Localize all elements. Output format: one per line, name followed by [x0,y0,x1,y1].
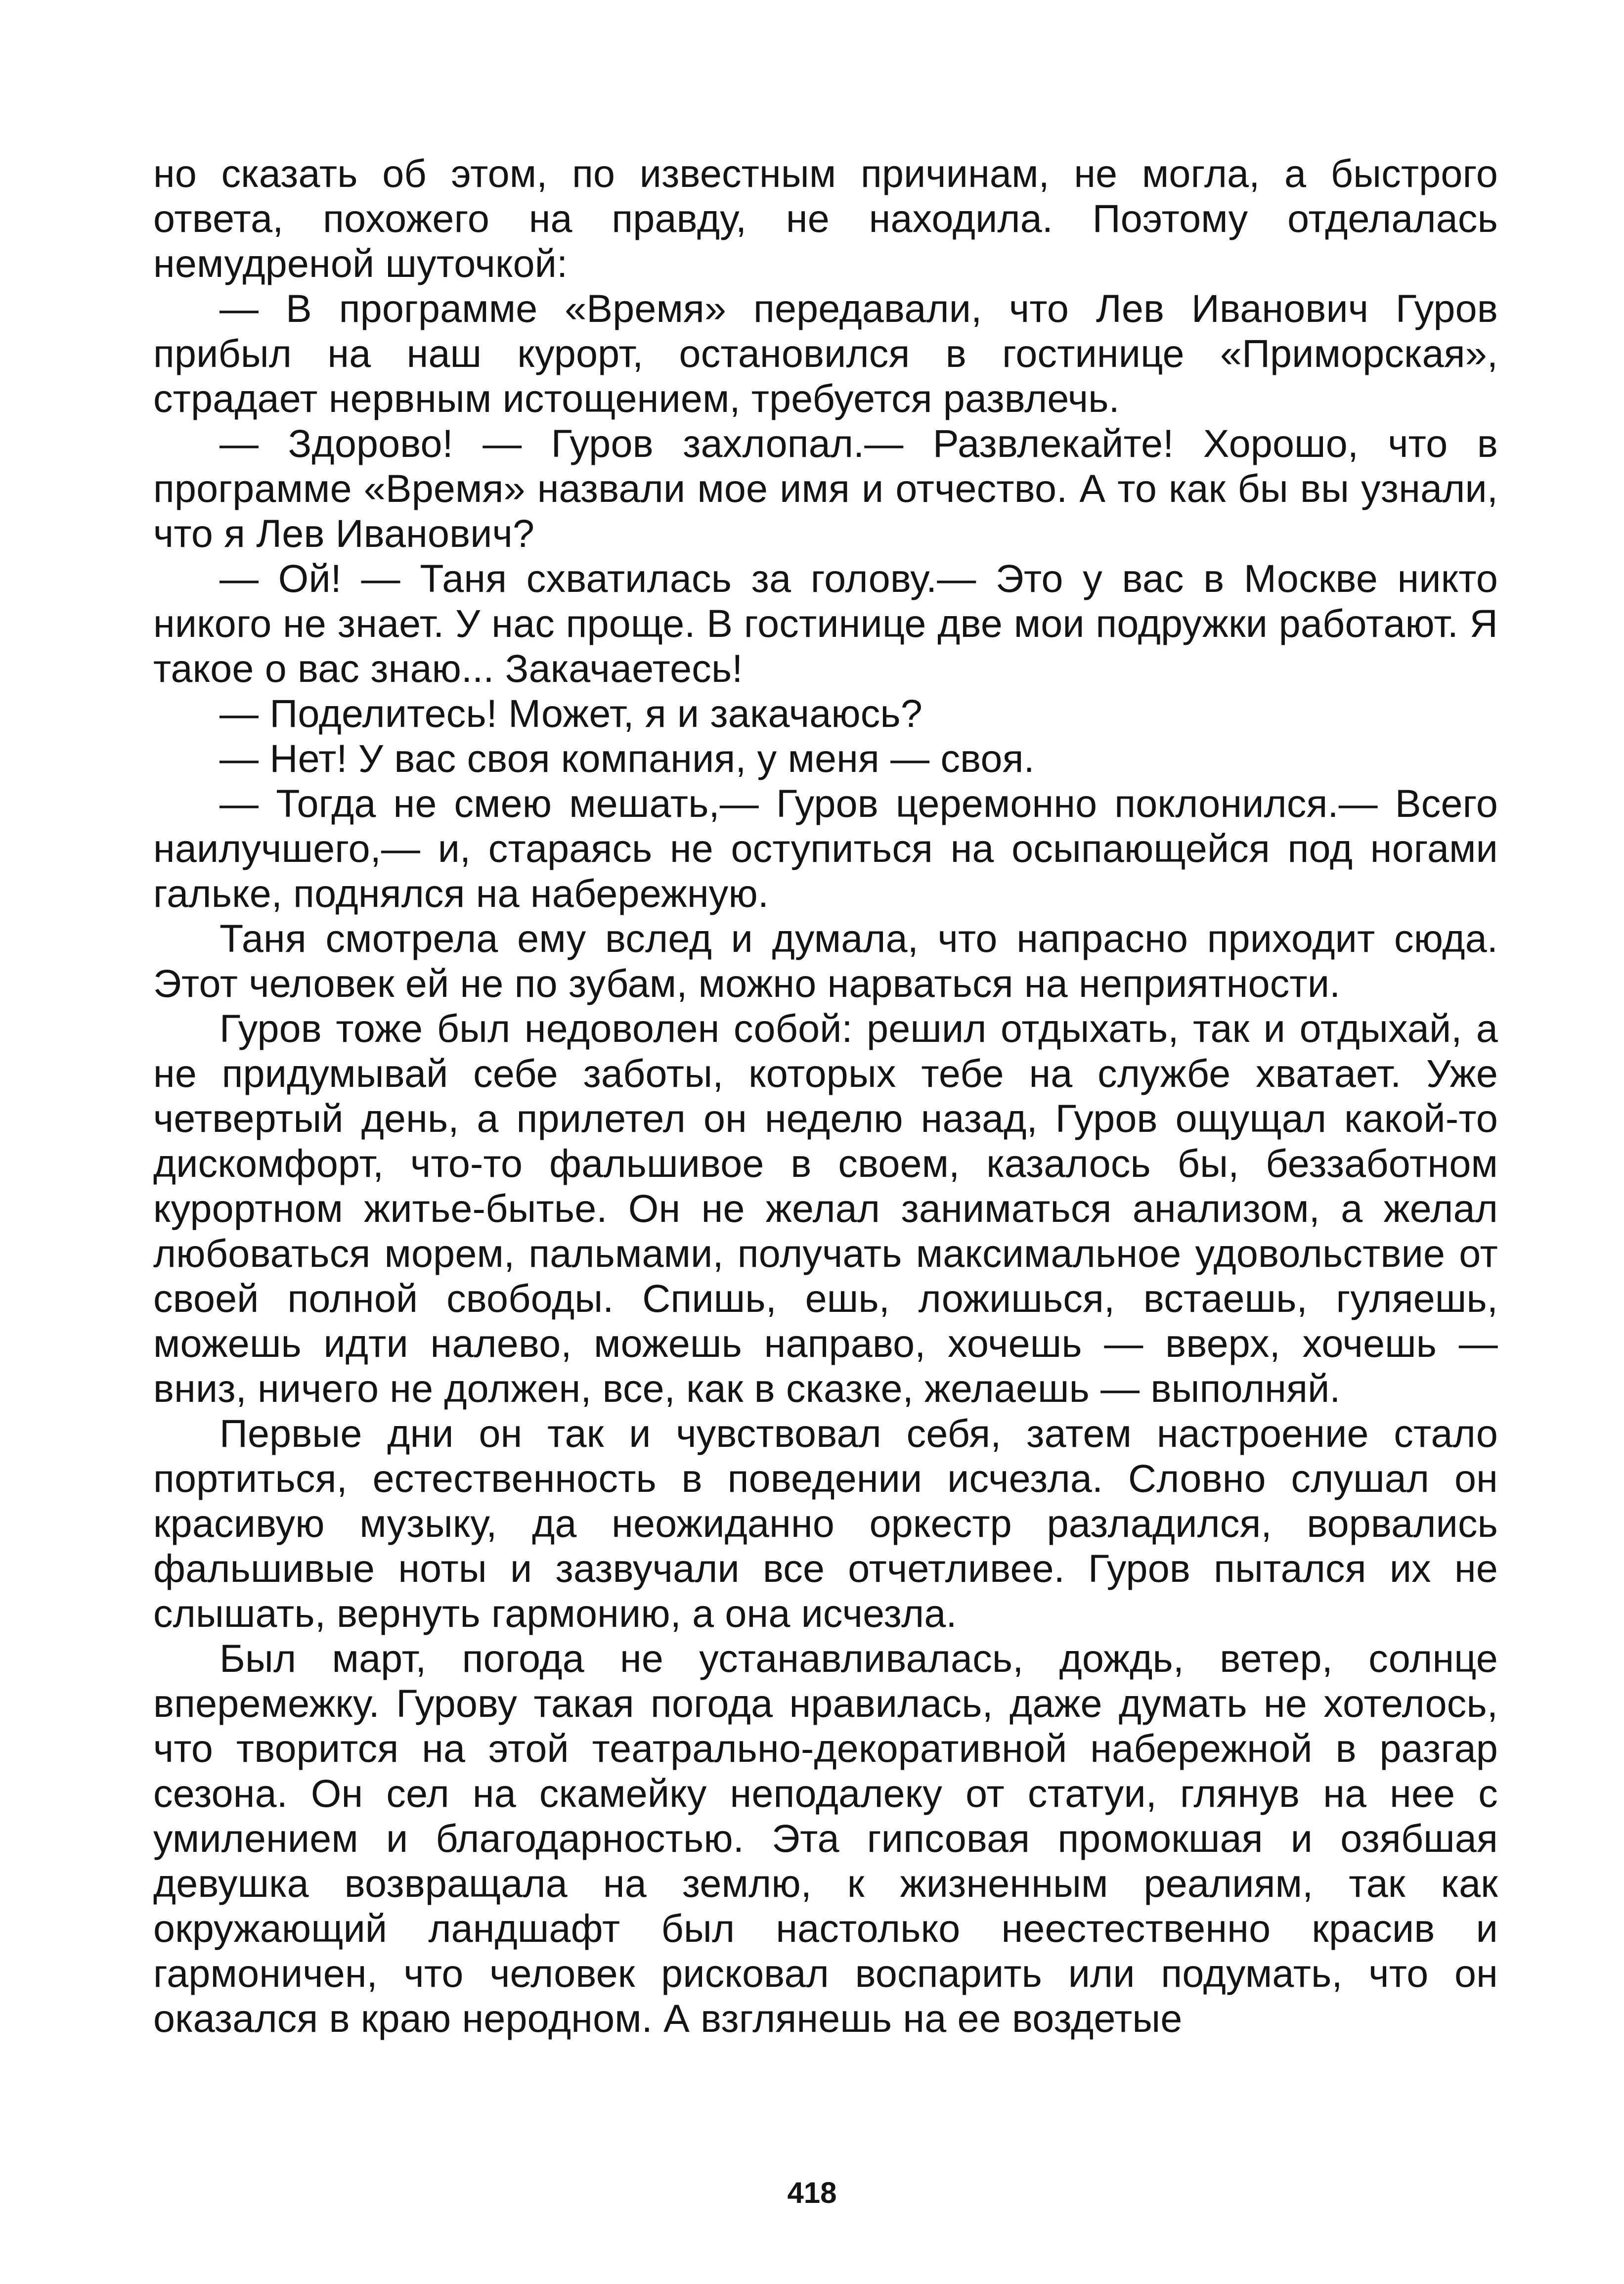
paragraph: Гуров тоже был недоволен собой: решил отдыхать, так и отдыхай, а не придумывай себе заботы, которых тебе на службе хватает. Уже четвертый день, а прилетел он неделю назад, Гуров ощущал какой-то дискомфорт, что-то фальшивое в своем, казалось бы, беззаботном курортном житье-бытье. Он не желал заниматься анализом, а желал любоваться морем, пальмами, получать максимальное удовольствие от своей полной свободы. Спишь, ешь, ложишься, встаешь, гуляешь, можешь идти налево, можешь направо, хочешь — вверх, хочешь — вниз, ничего не должен, все, как в сказке, желаешь — выполняй. [153,1006,1498,1410]
dialogue-line: — Ой! — Таня схватилась за голову.— Это у вас в Москве никто никого не знает. У нас проще. В гостинице две мои подружки работают. Я такое о вас знаю... Закачаетесь! [153,556,1498,690]
dialogue-line: — В программе «Время» передавали, что Лев Иванович Гуров прибыл на наш курорт, остановился в гостинице «Приморская», страдает нервным истощением, требуется развлечь. [153,286,1498,420]
dialogue-line: — Тогда не смею мешать,— Гуров церемонно поклонился.— Всего наилучшего,— и, стараясь не оступиться на осыпающейся под ногами гальке, поднялся на набережную. [153,781,1498,915]
paragraph: Первые дни он так и чувствовал себя, затем настроение стало портиться, естественность в поведении исчезла. Словно слушал он красивую музыку, да неожиданно оркестр разладился, ворвались фальшивые ноты и зазвучали все отчетливее. Гуров пытался их не слышать, вернуть гармонию, а она исчезла. [153,1411,1498,1635]
dialogue-line: — Нет! У вас своя компания, у меня — своя. [219,736,1035,780]
paragraph: Таня смотрела ему вслед и думала, что напрасно приходит сюда. Этот человек ей не по зубам, можно нарваться на неприятности. [153,916,1498,1005]
dialogue-line: — Здорово! — Гуров захлопал.— Развлекайте! Хорошо, что в программе «Время» назвали мое имя и отчество. А то как бы вы узнали, что я Лев Иванович? [153,421,1498,555]
dialogue-line: — Поделитесь! Может, я и закачаюсь? [219,691,922,735]
paragraph: Был март, погода не устанавливалась, дождь, ветер, солнце вперемежку. Гурову такая погода нравилась, даже думать не хотелось, что творится на этой театрально-декоративной набережной в разгар сезона. Он сел на скамейку неподалеку от статуи, глянув на нее с умилением и благодарностью. Эта гипсовая промокшая и озябшая девушка возвращала на землю, к жизненным реалиям, так как окружающий ландшафт был настолько неестественно красив и гармоничен, что человек рисковал воспарить или подумать, что он оказался в краю неродном. А взглянешь на ее воздетые [153,1636,1498,2040]
page-number: 418 [787,2176,837,2209]
paragraph: но сказать об этом, по известным причинам, не могла, а быстрого ответа, похожего на правду, не находила. Поэтому отделалась немудреной шуточкой: [153,151,1498,285]
page-text [153,151,1498,2041]
